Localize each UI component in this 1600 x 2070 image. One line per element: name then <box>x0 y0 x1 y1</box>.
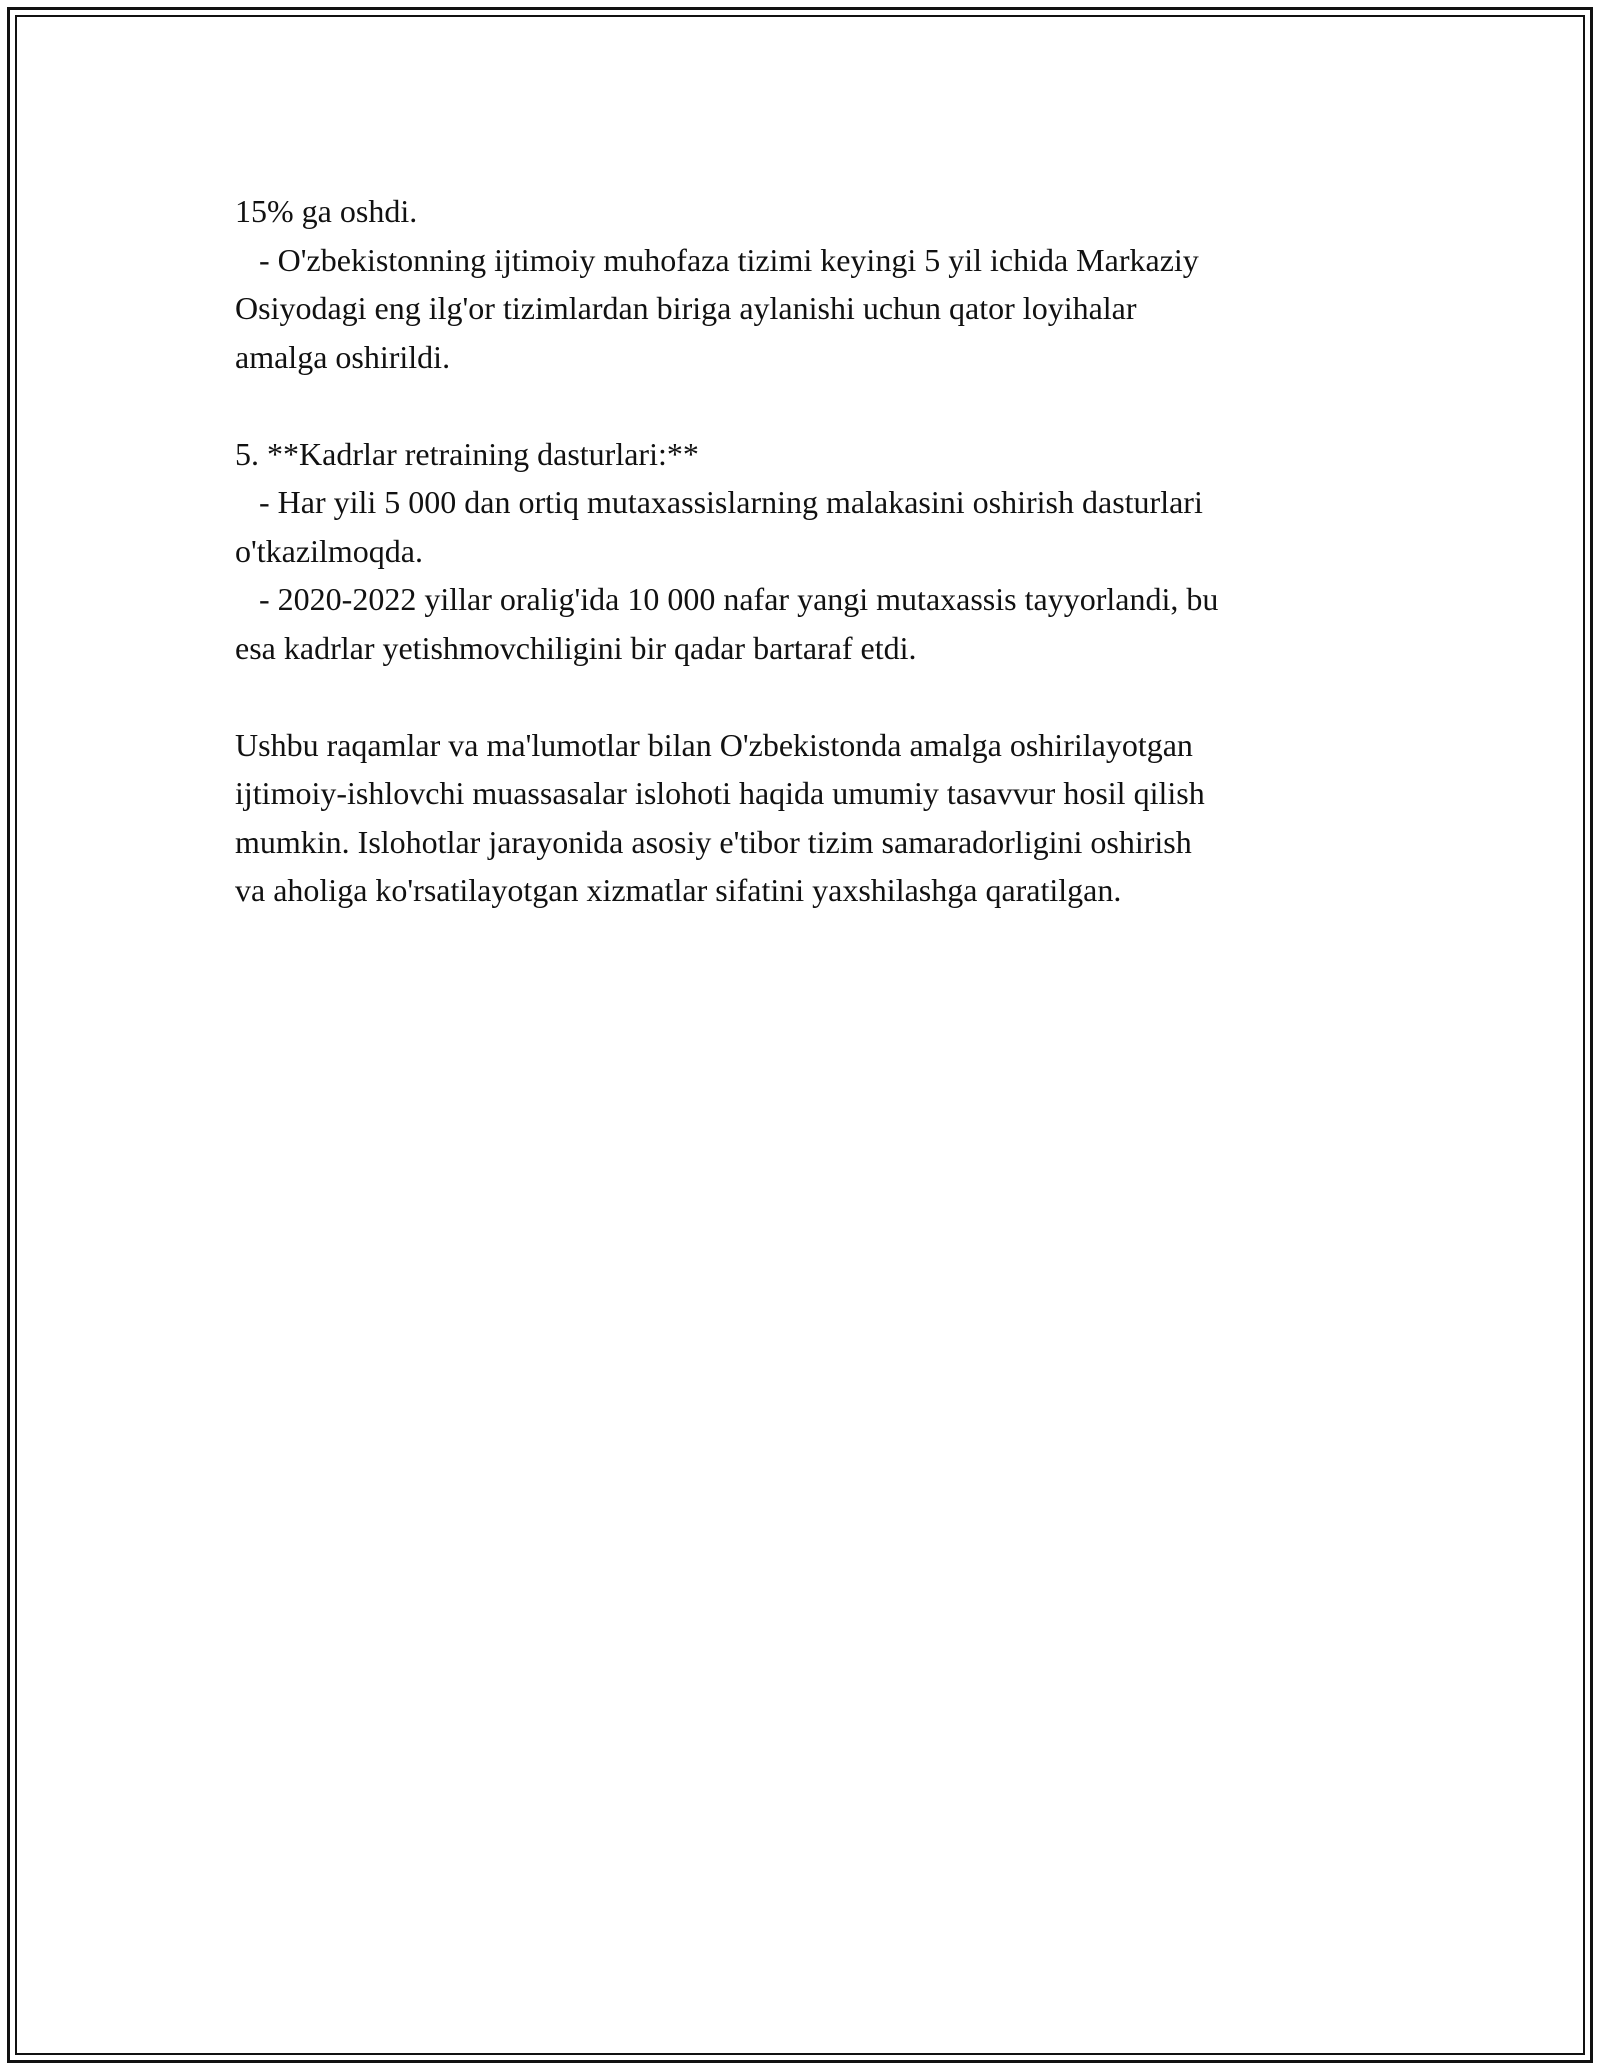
document-body <box>235 187 1375 915</box>
text-line: esa kadrlar yetishmovchiligini bir qadar bartaraf etdi. <box>235 629 917 666</box>
paragraph-spacer <box>235 381 1375 430</box>
conclusion-paragraph <box>235 721 1375 915</box>
text-line: mumkin. Islohotlar jarayonida asosiy e'tibor tizim samaradorligini oshirish <box>235 823 1192 860</box>
text-line: ijtimoiy-ishlovchi muassasalar islohoti haqida umumiy tasavvur hosil qilish <box>235 775 1205 811</box>
bullet-line: - 2020-2022 yillar oralig'ida 10 000 nafar yangi mutaxassis tayyorlandi, bu <box>235 581 1219 617</box>
section-5 <box>235 430 1375 673</box>
section-heading: 5. **Kadrlar retraining dasturlari:** <box>235 435 699 472</box>
bullet-line: - Har yili 5 000 dan ortiq mutaxassislarning malakasini oshirish dasturlari <box>235 484 1203 520</box>
text-line: amalga oshirildi. <box>235 338 451 375</box>
text-line: o'tkazilmoqda. <box>235 532 423 569</box>
previous-section-continuation <box>235 187 1375 381</box>
paragraph-spacer <box>235 672 1375 721</box>
text-line: 15% ga oshdi. <box>235 193 418 229</box>
text-line: va aholiga ko'rsatilayotgan xizmatlar sifatini yaxshilashga qaratilgan. <box>235 872 1122 908</box>
bullet-line: - O'zbekistonning ijtimoiy muhofaza tizimi keyingi 5 yil ichida Markaziy <box>235 241 1199 278</box>
text-line: Osiyodagi eng ilg'or tizimlardan biriga aylanishi uchun qator loyihalar <box>235 290 1137 326</box>
text-line: Ushbu raqamlar va ma'lumotlar bilan O'zbekistonda amalga oshirilayotgan <box>235 726 1193 763</box>
